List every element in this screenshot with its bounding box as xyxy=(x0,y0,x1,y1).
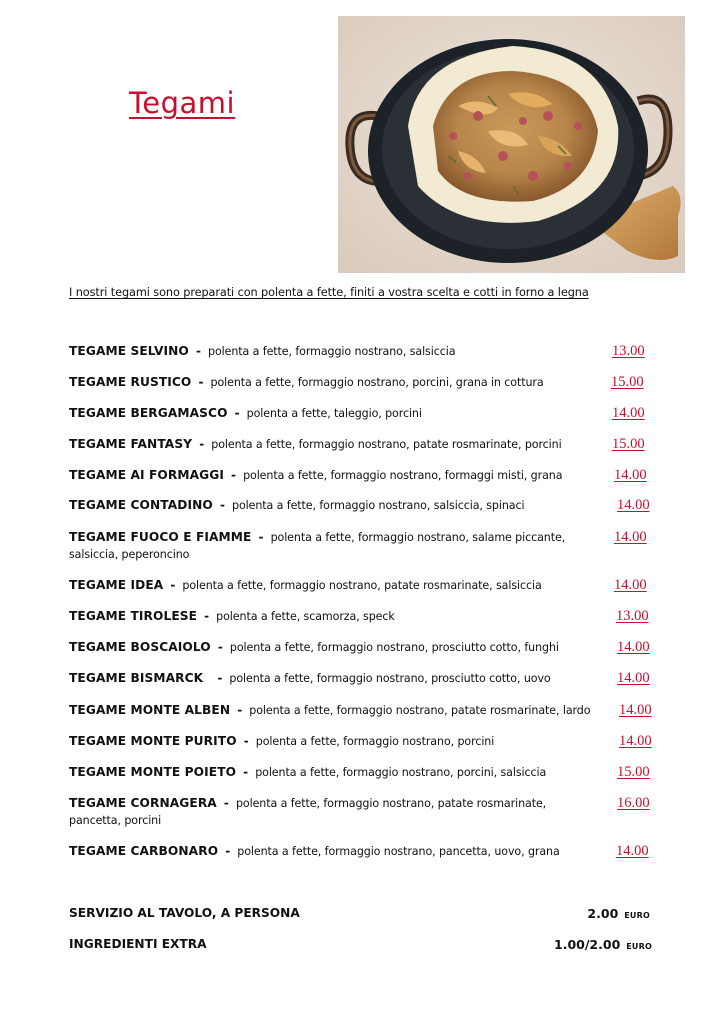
item-description: polenta a fette, formaggio nostrano, patate rosmarinate, porcini xyxy=(211,438,562,451)
item-price: 13.00 xyxy=(616,608,649,624)
item-description: polenta a fette, formaggio nostrano, porcini, salsiccia xyxy=(255,766,547,779)
item-price: 14.00 xyxy=(616,843,649,859)
item-name: TEGAME CARBONARO xyxy=(69,844,219,858)
item-separator: - xyxy=(231,468,236,482)
item-description: polenta a fette, taleggio, porcini xyxy=(246,407,422,420)
item-name: TEGAME SELVINO xyxy=(69,344,189,358)
item-price: 14.00 xyxy=(614,577,647,593)
extra-ingredients-value xyxy=(540,936,652,955)
service-charge-amount: 2.00 xyxy=(587,906,619,921)
menu-item xyxy=(69,639,589,656)
menu-item xyxy=(69,529,589,563)
extra-ingredients-amount: 1.00/2.00 xyxy=(554,937,621,952)
item-price: 16.00 xyxy=(617,795,650,811)
item-name: TEGAME IDEA xyxy=(69,578,164,592)
item-description: polenta a fette, formaggio nostrano, porcini xyxy=(255,735,495,748)
item-name: TEGAME FUOCO E FIAMME xyxy=(69,530,252,544)
item-description: polenta a fette, formaggio nostrano, salsiccia xyxy=(208,345,456,358)
menu-item xyxy=(69,733,589,750)
intro-note: I nostri tegami sono preparati con polenta a fette, finiti a vostra scelta e cotti in forno a legna xyxy=(69,286,589,299)
item-price: 14.00 xyxy=(619,733,652,749)
item-separator: - xyxy=(243,734,249,748)
menu-item xyxy=(69,764,589,781)
currency-unit: EURO xyxy=(626,942,652,951)
menu-item xyxy=(69,374,589,391)
item-separator: - xyxy=(170,578,176,592)
item-description: polenta a fette, formaggio nostrano, salame piccante, salsiccia, peperoncino xyxy=(69,531,566,561)
item-price: 14.00 xyxy=(619,702,652,718)
menu-item xyxy=(69,795,589,829)
item-price: 14.00 xyxy=(614,467,647,483)
service-charge-label: SERVIZIO AL TAVOLO, A PERSONA xyxy=(69,906,300,920)
item-price: 15.00 xyxy=(617,764,650,780)
item-name: TEGAME CORNAGERA xyxy=(69,796,217,810)
item-description: polenta a fette, formaggio nostrano, formaggi misti, grana xyxy=(243,469,563,482)
item-price: 14.00 xyxy=(617,497,650,513)
item-name: TEGAME MONTE ALBEN xyxy=(69,703,231,717)
menu-item xyxy=(69,843,589,860)
menu-item xyxy=(69,608,589,625)
dish-photo xyxy=(338,16,685,273)
item-name: TEGAME MONTE POIETO xyxy=(69,765,237,779)
item-name: TEGAME RUSTICO xyxy=(69,375,192,389)
item-price: 13.00 xyxy=(612,343,645,359)
item-name: TEGAME MONTE PURITO xyxy=(69,734,237,748)
item-description: polenta a fette, formaggio nostrano, prosciutto cotto, funghi xyxy=(229,641,559,654)
item-description: polenta a fette, formaggio nostrano, patate rosmarinate, pancetta, porcini xyxy=(69,797,547,827)
item-separator: - xyxy=(217,640,223,654)
item-price: 14.00 xyxy=(617,670,650,686)
item-separator: - xyxy=(237,703,243,717)
item-separator: - xyxy=(195,344,201,358)
item-price: 14.00 xyxy=(617,639,650,655)
page-title: Tegami xyxy=(129,86,236,120)
item-name: TEGAME AI FORMAGGI xyxy=(69,468,224,482)
item-price: 15.00 xyxy=(611,374,644,390)
extra-ingredients-label: INGREDIENTI EXTRA xyxy=(69,937,207,951)
item-name: TEGAME BOSCAIOLO xyxy=(69,640,211,654)
item-separator: - xyxy=(198,375,204,389)
item-separator: - xyxy=(199,437,205,451)
currency-unit: EURO xyxy=(624,911,650,920)
item-description: polenta a fette, formaggio nostrano, patate rosmarinate, salsiccia xyxy=(182,579,542,592)
item-name: TEGAME BISMARCK xyxy=(69,671,204,685)
item-description: polenta a fette, formaggio nostrano, salsiccia, spinaci xyxy=(232,499,525,512)
item-separator: - xyxy=(258,530,264,544)
menu-item xyxy=(69,670,589,687)
service-charge-value xyxy=(560,905,650,924)
item-separator: - xyxy=(219,498,225,512)
item-name: TEGAME BERGAMASCO xyxy=(69,406,228,420)
item-description: polenta a fette, scamorza, speck xyxy=(216,610,395,623)
item-price: 15.00 xyxy=(612,436,645,452)
item-separator: - xyxy=(217,671,223,685)
item-price: 14.00 xyxy=(612,405,645,421)
item-description: polenta a fette, formaggio nostrano, patate rosmarinate, lardo xyxy=(249,704,591,717)
menu-item xyxy=(69,467,589,484)
item-name: TEGAME CONTADINO xyxy=(69,498,213,512)
item-description: polenta a fette, formaggio nostrano, porcini, grana in cottura xyxy=(210,376,544,389)
item-separator: - xyxy=(223,796,229,810)
item-description: polenta a fette, formaggio nostrano, prosciutto cotto, uovo xyxy=(229,672,551,685)
item-name: TEGAME FANTASY xyxy=(69,437,193,451)
item-separator: - xyxy=(225,844,231,858)
menu-item xyxy=(69,497,589,514)
item-separator: - xyxy=(204,609,210,623)
menu-item xyxy=(69,577,589,594)
menu-item xyxy=(69,702,614,719)
item-description: polenta a fette, formaggio nostrano, pancetta, uovo, grana xyxy=(237,845,560,858)
item-price: 14.00 xyxy=(614,529,647,545)
item-name: TEGAME TIROLESE xyxy=(69,609,198,623)
menu-item xyxy=(69,436,589,453)
item-separator: - xyxy=(234,406,240,420)
menu-item xyxy=(69,343,589,360)
item-separator: - xyxy=(243,765,249,779)
menu-item xyxy=(69,405,589,422)
